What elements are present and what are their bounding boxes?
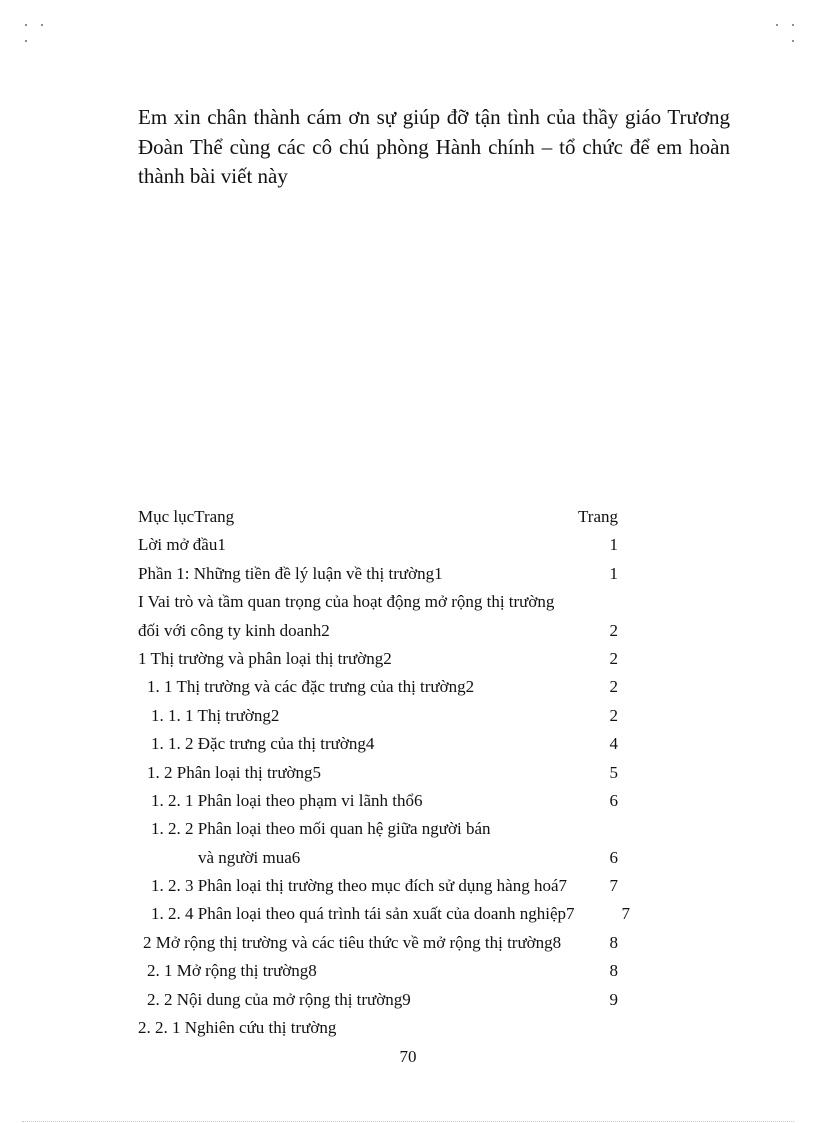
- toc-row: [0, 929, 816, 957]
- toc-entry-page: 8: [609, 961, 618, 981]
- toc-row: [0, 872, 816, 900]
- toc-entry-page: 7: [609, 876, 618, 896]
- acknowledgement-line: thành bài viết này: [138, 164, 288, 188]
- crop-mark: [792, 24, 794, 26]
- acknowledgement-paragraph: [138, 103, 730, 192]
- toc-entry-text: 2. 2 Nội dung của mở rộng thị trường9: [147, 989, 411, 1009]
- toc-entry-page: 9: [609, 989, 618, 1009]
- toc-entry-text: 1. 2 Phân loại thị trường5: [147, 762, 322, 782]
- toc-row: [0, 702, 816, 730]
- toc-entry-page: 1: [609, 535, 618, 555]
- crop-mark: [25, 40, 27, 42]
- toc-row: [0, 560, 816, 588]
- toc-row: [0, 957, 816, 985]
- toc-entry-text: 1. 2. 3 Phân loại thị trường theo mục đích sử dụng hàng hoá7: [151, 876, 568, 896]
- toc-entry-text: 2 Mở rộng thị trường và các tiêu thức về mở rộng thị trường8: [143, 932, 562, 952]
- acknowledgement-line: Đoàn Thể cùng các cô chú phòng Hành chính – tổ chức để em hoàn: [138, 134, 730, 159]
- crop-mark: [776, 24, 778, 26]
- toc-entry-page: 2: [609, 620, 618, 640]
- toc-row: [0, 645, 816, 673]
- page-bottom-divider: [22, 1121, 794, 1122]
- toc-entry-text: 1. 1. 2 Đặc trưng của thị trường4: [151, 734, 375, 754]
- toc-entry-page: 2: [609, 677, 618, 697]
- toc-header: [0, 503, 816, 531]
- toc-entry-text: 1. 1. 1 Thị trường2: [151, 705, 280, 725]
- toc-entry-text: và người mua6: [198, 847, 301, 867]
- toc-row: [0, 986, 816, 1014]
- toc-row: [0, 617, 816, 645]
- toc-entry-page: 4: [609, 734, 618, 754]
- toc-entry-page: 6: [609, 847, 618, 867]
- toc-entry-text: 1. 2. 4 Phân loại theo quá trình tái sản xuất của doanh nghiệp7: [151, 904, 575, 924]
- toc-entry-page: 2: [609, 705, 618, 725]
- toc-row: [0, 730, 816, 758]
- toc-row: [0, 815, 816, 843]
- acknowledgement-line: Em xin chân thành cám ơn sự giúp đỡ tận tình của thầy giáo Trương: [138, 105, 730, 129]
- toc-entry-text: 1 Thị trường và phân loại thị trường2: [138, 648, 392, 668]
- crop-mark: [792, 40, 794, 42]
- toc-entry-text: 2. 2. 1 Nghiên cứu thị trường: [138, 1018, 337, 1038]
- toc-page-column-header: Trang: [578, 507, 618, 526]
- crop-mark: [41, 24, 43, 26]
- toc-row: [0, 588, 816, 616]
- toc-row: [0, 787, 816, 815]
- toc-row: [0, 531, 816, 559]
- toc-entry-page: 8: [609, 932, 618, 952]
- toc-entry-page: 2: [609, 648, 618, 668]
- toc-entry-text: 2. 1 Mở rộng thị trường8: [147, 961, 317, 981]
- toc-title: Mục lụcTrang: [138, 507, 235, 526]
- toc-entry-page: 7: [621, 904, 630, 924]
- table-of-contents: [0, 503, 816, 1042]
- toc-row: [0, 1014, 816, 1042]
- toc-entry-text: 1. 2. 1 Phân loại theo phạm vi lãnh thổ6: [151, 790, 423, 810]
- toc-entry-text: 1. 1 Thị trường và các đặc trưng của thị trường2: [147, 677, 475, 697]
- toc-entry-text: 1. 2. 2 Phân loại theo mối quan hệ giữa người bán: [151, 819, 491, 839]
- toc-row: [0, 759, 816, 787]
- toc-entry-text: Phần 1: Những tiền đề lý luận về thị trường1: [138, 563, 443, 583]
- toc-row: [0, 900, 816, 928]
- toc-entry-page: 6: [609, 790, 618, 810]
- toc-entry-page: 5: [609, 762, 618, 782]
- crop-mark: [25, 24, 27, 26]
- toc-entry-text: đối với công ty kinh doanh2: [138, 620, 330, 640]
- toc-entry-text: I Vai trò và tầm quan trọng của hoạt động mở rộng thị trường: [138, 592, 555, 612]
- toc-row: [0, 673, 816, 701]
- toc-entry-text: Lời mở đầu1: [138, 535, 226, 555]
- toc-entry-page: 1: [609, 563, 618, 583]
- page-number: 70: [399, 1047, 417, 1066]
- toc-row: [0, 844, 816, 872]
